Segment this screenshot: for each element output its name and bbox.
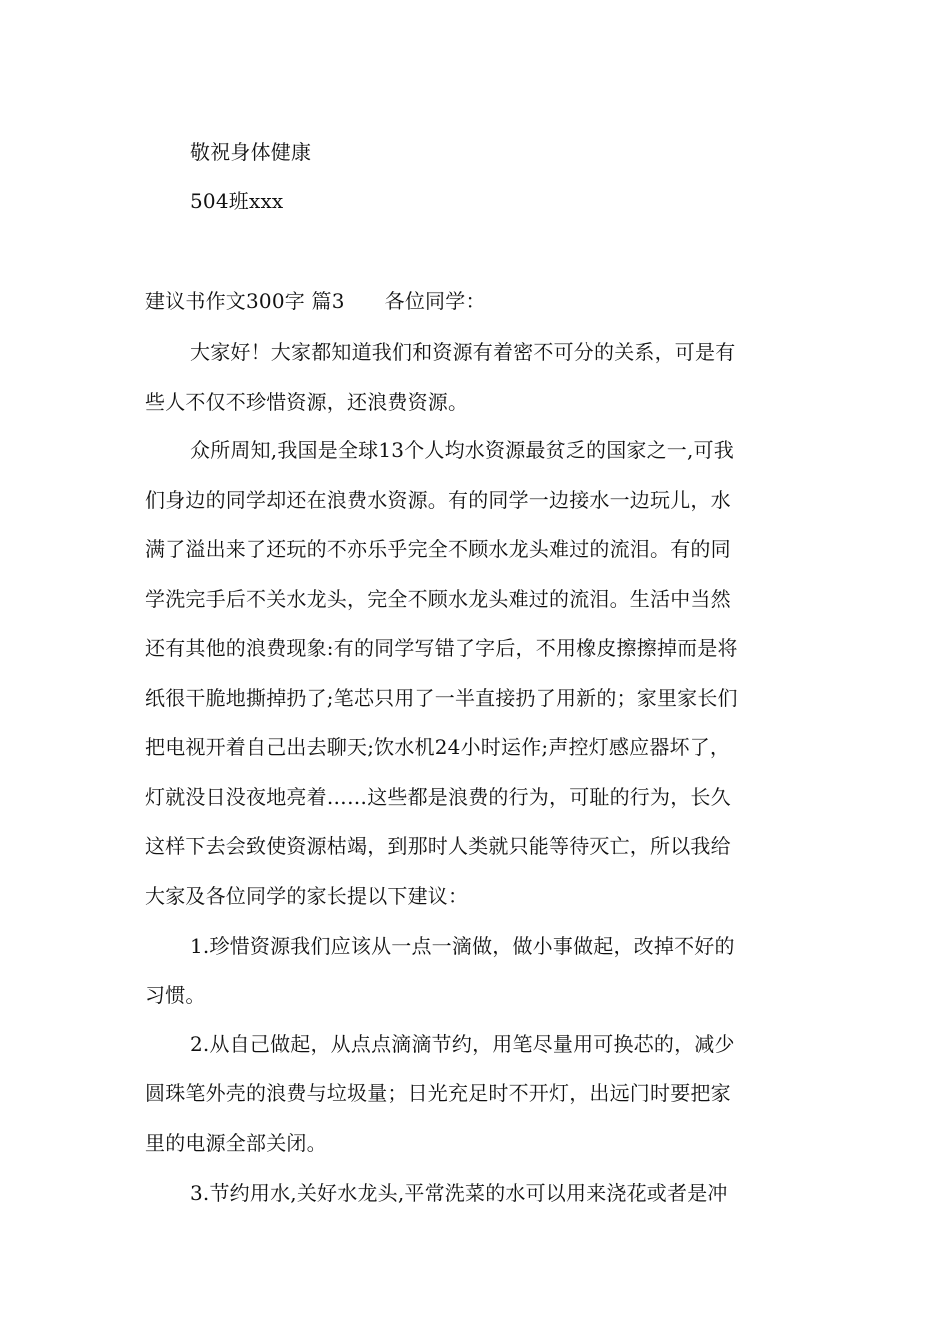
paragraph-line: 众所周知,我国是全球13个人均水资源最贫乏的国家之一,可我 <box>190 438 734 462</box>
salutation: 各位同学： <box>384 289 486 313</box>
closing-signature: 504班xxx <box>190 189 284 213</box>
section-title: 建议书作文300字 篇3 <box>145 289 345 313</box>
paragraph-line: 这样下去会致使资源枯竭，到那时人类就只能等待灭亡，所以我给 <box>145 834 731 858</box>
paragraph-line: 们身边的同学却还在浪费水资源。有的同学一边接水一边玩儿，水 <box>145 488 731 512</box>
paragraph-line: 里的电源全部关闭。 <box>145 1131 327 1155</box>
paragraph-line: 大家及各位同学的家长提以下建议： <box>145 884 469 908</box>
paragraph-line: 大家好！大家都知道我们和资源有着密不可分的关系，可是有 <box>190 340 736 364</box>
closing-wish: 敬祝身体健康 <box>190 140 312 164</box>
paragraph-line: 灯就没日没夜地亮着……这些都是浪费的行为，可耻的行为，长久 <box>145 785 731 809</box>
paragraph-line: 把电视开着自己出去聊天;饮水机24小时运作;声控灯感应器坏了， <box>145 735 731 759</box>
paragraph-line: 还有其他的浪费现象:有的同学写错了字后，不用橡皮擦擦掉而是将 <box>145 636 738 660</box>
paragraph-line: 3.节约用水,关好水龙头,平常洗菜的水可以用来浇花或者是冲 <box>190 1181 728 1205</box>
paragraph-line: 些人不仅不珍惜资源，还浪费资源。 <box>145 390 469 414</box>
paragraph-line: 习惯。 <box>145 983 206 1007</box>
paragraph-line: 圆珠笔外壳的浪费与垃圾量；日光充足时不开灯，出远门时要把家 <box>145 1081 731 1105</box>
paragraph-line: 满了溢出来了还玩的不亦乐乎完全不顾水龙头难过的流泪。有的同 <box>145 537 731 561</box>
paragraph-line: 1.珍惜资源我们应该从一点一滴做，做小事做起，改掉不好的 <box>190 934 735 958</box>
paragraph-line: 2.从自己做起，从点点滴滴节约，用笔尽量用可换芯的，减少 <box>190 1032 735 1056</box>
paragraph-line: 纸很干脆地撕掉扔了;笔芯只用了一半直接扔了用新的；家里家长们 <box>145 686 738 710</box>
section-heading <box>145 286 486 316</box>
paragraph-line: 学洗完手后不关水龙头，完全不顾水龙头难过的流泪。生活中当然 <box>145 587 731 611</box>
